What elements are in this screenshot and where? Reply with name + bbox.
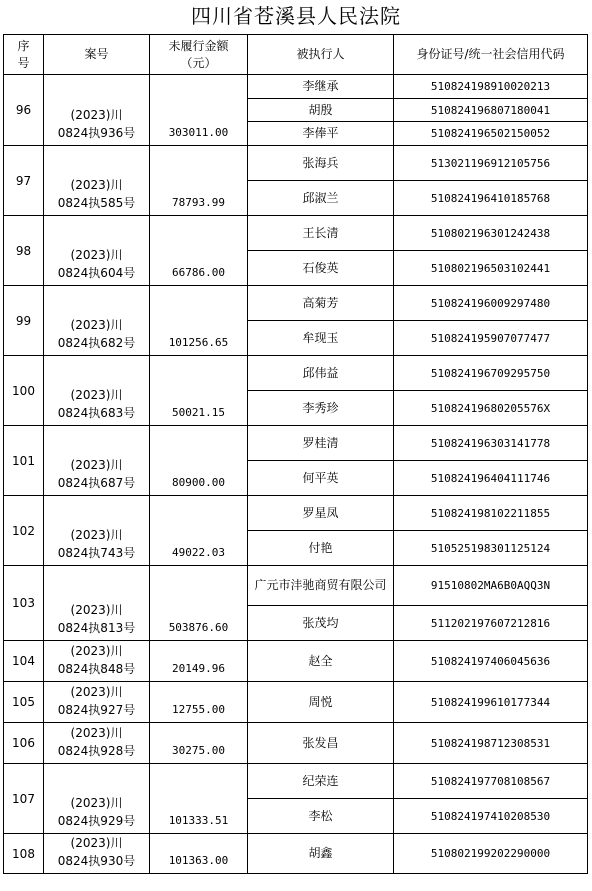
person-name-cell: 胡鑫: [248, 834, 394, 874]
id-code-cell: 510824196009297480: [394, 286, 588, 321]
id-code-cell: 510824195907077477: [394, 321, 588, 356]
seq-cell: 105: [4, 682, 44, 723]
table-row: [4, 723, 588, 764]
case-number-cell: [44, 146, 150, 216]
amount-cell: 50021.15: [150, 356, 248, 426]
seq-cell: 100: [4, 356, 44, 426]
person-name-cell: 罗桂清: [248, 426, 394, 461]
header-id-code: 身份证号/统一社会信用代码: [394, 35, 588, 75]
table-row: [4, 682, 588, 723]
case-number-line1: (2023)川: [70, 644, 123, 658]
table-row: [4, 216, 588, 251]
person-name-cell: 广元市沣驰商贸有限公司: [248, 566, 394, 606]
id-code-cell: 510824196502150052: [394, 122, 588, 146]
id-code-cell: 510824196709295750: [394, 356, 588, 391]
seq-cell: 104: [4, 641, 44, 682]
person-name-cell: 李继承: [248, 75, 394, 99]
case-number-cell: [44, 356, 150, 426]
case-number-cell: [44, 566, 150, 641]
case-number-line2: 0824执929号: [57, 814, 136, 828]
person-name-cell: 李俸平: [248, 122, 394, 146]
case-number-line2: 0824执848号: [57, 662, 136, 676]
table-row: [4, 286, 588, 321]
id-code-cell: 510824199610177344: [394, 682, 588, 723]
person-name-cell: 邱伟益: [248, 356, 394, 391]
seq-cell: 98: [4, 216, 44, 286]
case-number-line1: (2023)川: [70, 528, 123, 542]
id-code-cell: 510824196303141778: [394, 426, 588, 461]
amount-cell: 30275.00: [150, 723, 248, 764]
case-number-cell: [44, 496, 150, 566]
case-number-line1: (2023)川: [70, 726, 123, 740]
case-number-cell: [44, 764, 150, 834]
amount-cell: 12755.00: [150, 682, 248, 723]
id-code-cell: 510824198102211855: [394, 496, 588, 531]
case-number-line2: 0824执936号: [57, 126, 136, 140]
id-code-cell: 511202197607212816: [394, 606, 588, 641]
person-name-cell: 赵全: [248, 641, 394, 682]
person-name-cell: 何平英: [248, 461, 394, 496]
person-name-cell: 李秀珍: [248, 391, 394, 426]
seq-cell: 106: [4, 723, 44, 764]
id-code-cell: 510525198301125124: [394, 531, 588, 566]
id-code-cell: 91510802MA6B0AQQ3N: [394, 566, 588, 606]
case-number-line1: (2023)川: [70, 796, 123, 810]
person-name-cell: 付艳: [248, 531, 394, 566]
case-number-line1: (2023)川: [70, 388, 123, 402]
person-name-cell: 石俊英: [248, 251, 394, 286]
seq-cell: 101: [4, 426, 44, 496]
amount-cell: 80900.00: [150, 426, 248, 496]
person-name-cell: 邱淑兰: [248, 181, 394, 216]
header-row: [4, 35, 588, 75]
seq-cell: 107: [4, 764, 44, 834]
case-number-cell: [44, 834, 150, 874]
person-name-cell: 罗星凤: [248, 496, 394, 531]
table-row: [4, 356, 588, 391]
seq-cell: 97: [4, 146, 44, 216]
id-code-cell: 510802196503102441: [394, 251, 588, 286]
table-row: [4, 641, 588, 682]
case-number-cell: [44, 682, 150, 723]
table-row: [4, 834, 588, 874]
person-name-cell: 张发昌: [248, 723, 394, 764]
amount-cell: 101333.51: [150, 764, 248, 834]
seq-cell: 96: [4, 75, 44, 146]
case-number-line2: 0824执683号: [57, 406, 136, 420]
case-number-cell: [44, 723, 150, 764]
case-number-line2: 0824执604号: [57, 266, 136, 280]
person-name-cell: 牟现玉: [248, 321, 394, 356]
table-row: [4, 764, 588, 799]
person-name-cell: 李松: [248, 799, 394, 834]
table-row: [4, 496, 588, 531]
id-code-cell: 510824196410185768: [394, 181, 588, 216]
person-name-cell: 纪荣连: [248, 764, 394, 799]
person-name-cell: 张茂均: [248, 606, 394, 641]
id-code-cell: 510824197410208530: [394, 799, 588, 834]
case-number-line2: 0824执687号: [57, 476, 136, 490]
seq-cell: 102: [4, 496, 44, 566]
case-number-line1: (2023)川: [70, 836, 123, 850]
id-code-cell: 513021196912105756: [394, 146, 588, 181]
case-number-line2: 0824执743号: [57, 546, 136, 560]
document-title: 四川省苍溪县人民法院: [191, 4, 401, 28]
id-code-cell: 510824198712308531: [394, 723, 588, 764]
case-number-line1: (2023)川: [70, 108, 123, 122]
case-number-line2: 0824执813号: [57, 621, 136, 635]
case-number-line1: (2023)川: [70, 603, 123, 617]
id-code-cell: 510824196807180041: [394, 99, 588, 122]
person-name-cell: 周悦: [248, 682, 394, 723]
id-code-cell: 510802196301242438: [394, 216, 588, 251]
case-number-line1: (2023)川: [70, 458, 123, 472]
case-number-line2: 0824执682号: [57, 336, 136, 350]
amount-cell: 49022.03: [150, 496, 248, 566]
case-number-cell: [44, 426, 150, 496]
header-seq: 序 号: [4, 35, 44, 75]
amount-cell: 78793.99: [150, 146, 248, 216]
table-row: [4, 426, 588, 461]
table-body: [4, 75, 588, 874]
amount-cell: 66786.00: [150, 216, 248, 286]
id-code-cell: 510824197708108567: [394, 764, 588, 799]
case-number-line1: (2023)川: [70, 318, 123, 332]
case-number-line2: 0824执585号: [57, 196, 136, 210]
amount-cell: 503876.60: [150, 566, 248, 641]
amount-cell: 101363.00: [150, 834, 248, 874]
header-person: 被执行人: [248, 35, 394, 75]
id-code-cell: 51082419680205576X: [394, 391, 588, 426]
header-amount: 未履行金额 （元）: [150, 35, 248, 75]
case-number-cell: [44, 75, 150, 146]
case-number-line1: (2023)川: [70, 685, 123, 699]
person-name-cell: 高菊芳: [248, 286, 394, 321]
person-name-cell: 张海兵: [248, 146, 394, 181]
case-number-line2: 0824执927号: [57, 703, 136, 717]
table-row: [4, 75, 588, 99]
seq-cell: 103: [4, 566, 44, 641]
seq-cell: 108: [4, 834, 44, 874]
table-row: [4, 566, 588, 606]
amount-cell: 101256.65: [150, 286, 248, 356]
amount-cell: 303011.00: [150, 75, 248, 146]
case-number-line2: 0824执930号: [57, 854, 136, 868]
case-number-line2: 0824执928号: [57, 744, 136, 758]
case-number-line1: (2023)川: [70, 248, 123, 262]
enforcement-table: [3, 34, 588, 874]
id-code-cell: 510824198910020213: [394, 75, 588, 99]
table-row: [4, 146, 588, 181]
id-code-cell: 510824196404111746: [394, 461, 588, 496]
header-case-no: 案号: [44, 35, 150, 75]
case-number-line1: (2023)川: [70, 178, 123, 192]
amount-cell: 20149.96: [150, 641, 248, 682]
id-code-cell: 510802199202290000: [394, 834, 588, 874]
case-number-cell: [44, 286, 150, 356]
id-code-cell: 510824197406045636: [394, 641, 588, 682]
seq-cell: 99: [4, 286, 44, 356]
person-name-cell: 胡殷: [248, 99, 394, 122]
person-name-cell: 王长清: [248, 216, 394, 251]
case-number-cell: [44, 641, 150, 682]
case-number-cell: [44, 216, 150, 286]
